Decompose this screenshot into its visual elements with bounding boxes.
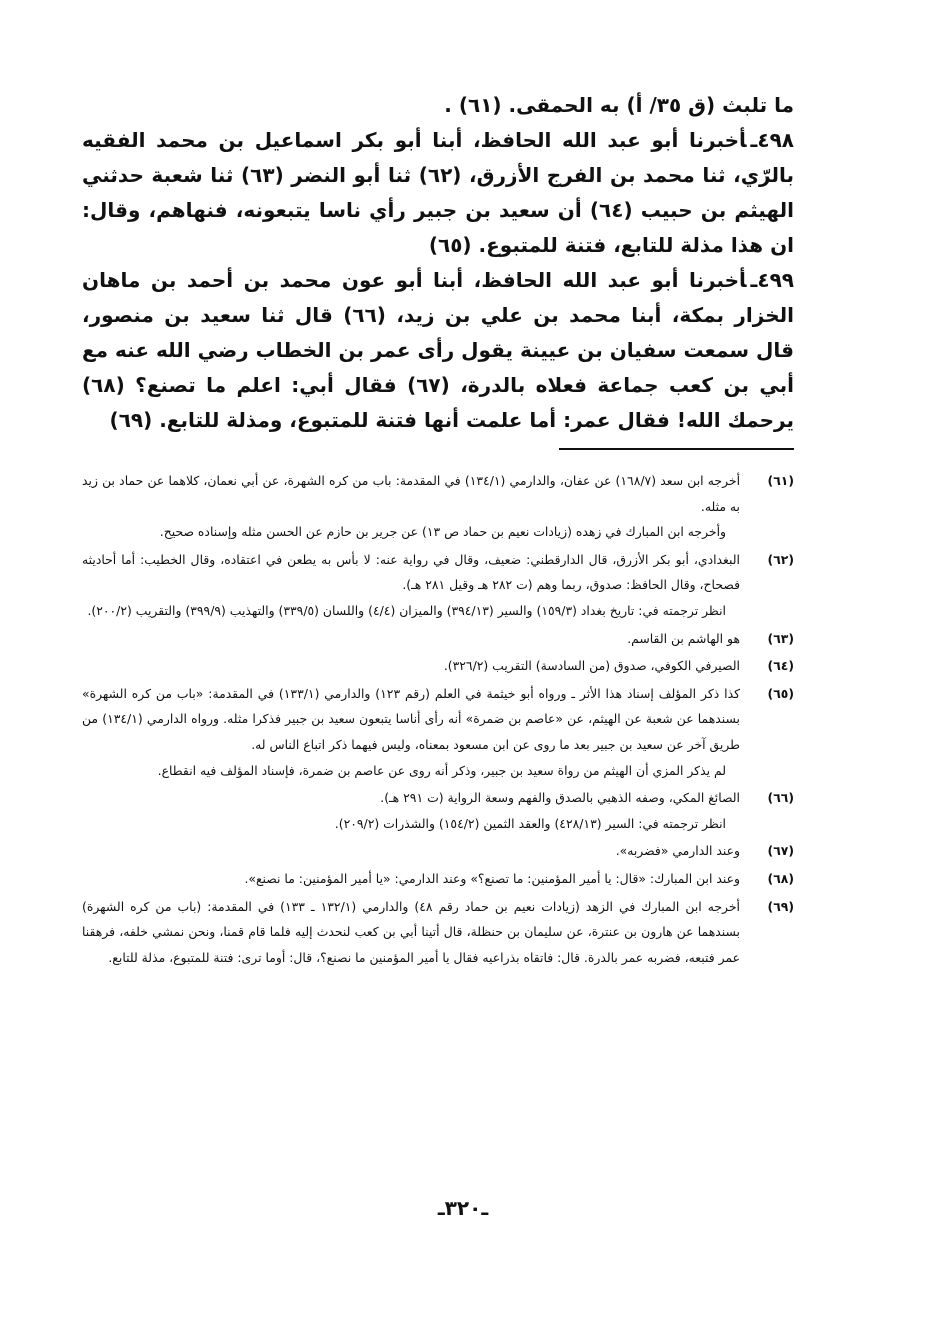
footnote-number: (٦٧)	[767, 843, 794, 859]
footnote-number: (٦٤)	[767, 658, 794, 674]
footnote-text: البغدادي، أبو بكر الأزرق، قال الدارقطني: ضعيف، وقال في رواية عنه: لا بأس به يطعن في اعتقاده، وقال الخطيب: أما أحاديثه فصحاح، وقال الحافظ: صدوق، ربما وهم (ت ٢٨٢ هـ وقيل ٢٨١ هـ).	[82, 551, 740, 593]
footnote-number: (٦٦)	[767, 790, 794, 806]
footnote-text: الصيرفي الكوفي، صدوق (من السادسة) التقريب (٣٢٦/٢).	[443, 658, 740, 674]
footnotes	[82, 468, 794, 970]
footnote-text: هو الهاشم بن القاسم.	[627, 630, 740, 646]
footnote-number: (٦٥)	[767, 685, 794, 701]
footnote-69	[82, 894, 794, 971]
footnote-text: أخرجه ابن سعد (١٦٨/٧) عن عفان، والدارمي (١٣٤/١) في المقدمة: باب من كره الشهرة، عن أبي نعمان، كلاهما عن حماد بن زيد به مثله.	[82, 473, 741, 514]
main-text	[82, 88, 794, 438]
narration-number: ٤٩٩ـ	[750, 268, 794, 292]
footnote-text: الصائغ المكي، وصفه الذهبي بالصدق والفهم وسعة الرواية (ت ٢٩١ هـ).	[380, 790, 740, 806]
footnote-number: (٦٨)	[767, 870, 794, 886]
footnote-text: لم يذكر المزي أن الهيثم من رواة سعيد بن جبير، وذكر أنه روى عن عاصم بن ضمرة، فإسناد المؤلف فيه انقطاع.	[157, 762, 726, 778]
page-number: ـ٣٢٠ـ	[437, 1196, 489, 1220]
footnote-text: أخرجه ابن المبارك في الزهد (زيادات نعيم بن حماد رقم ٤٨) والدارمي (١٣٢/١ ـ ١٣٣) في المقدمة: (باب من كره الشهرة) بسندهما عن هارون بن عنترة، عن سليمان بن حنظلة، قال أتينا أبي بن كعب لنحدث إليه فلما قام قمنا، ونحن نمشي خلفه، فرهقنا عمر فتبعه، فضربه عمر بالدرة. قال: فاتقاه بذراعيه فقال يا أمير المؤمنين ما نصنع؟، قال: أوما ترى: فتنة للمتبوع، مذلة للتابع.	[82, 898, 740, 965]
narration-499	[82, 263, 794, 438]
footnote-text: كذا ذكر المؤلف إسناد هذا الأثر ـ ورواه أبو خيثمة في العلم (رقم ١٢٣) والدارمي (١٣٣/١) في المقدمة: «باب من كره الشهرة» بسندهما عن شعبة عن الهيثم، عن «عاصم بن ضمرة» أنه رأى أناسا يتبعون سعيد بن جبير فذكرا مثله. ورواه الدارمي (١٣٤/١) من طريق آخر عن سعيد بن جبير بعد ما روى عن ابن مسعود بمعناه، وليس فيهما ذكر اتباع الناس له.	[82, 685, 741, 752]
footnote-number: (٦١)	[767, 473, 794, 488]
opening-line	[82, 88, 794, 123]
page-content	[82, 88, 794, 972]
footnote-text: انظر ترجمته في: السير (٤٢٨/١٣) والعقد الثمين (١٥٤/٢) والشذرات (٢٠٩/٢).	[334, 815, 726, 831]
narration-498	[82, 123, 794, 263]
footnote-66	[82, 785, 794, 836]
footnote-61	[82, 468, 794, 545]
footnote-63	[82, 626, 794, 652]
narration-text: أخبرنا أبو عبد الله الحافظ، أبنا أبو عون محمد بن أحمد بن ماهان الخزار بمكة، أبنا محمد بن علي بن زيد، (٦٦) قال ثنا سعيد بن منصور، قال سمعت سفيان بن عيينة يقول رأى عمر بن الخطاب رضي الله عنه مع أبي بن كعب جماعة فعلاه بالدرة، (٦٧) فقال أبي: اعلم ما تصنع؟ (٦٨) يرحمك الله! فقال عمر: أما علمت أنها فتنة للمتبوع، ومذلة للتابع. (٦٩)	[82, 268, 794, 432]
footnote-64	[82, 653, 794, 679]
footnote-text: وعند ابن المبارك: «قال: يا أمير المؤمنين: ما تصنع؟» وعند الدارمي: «يا أمير المؤمنين: ما نصنع».	[244, 870, 740, 886]
footnote-divider	[559, 448, 794, 450]
narration-number: ٤٩٨ـ	[750, 128, 794, 152]
footnote-text: وأخرجه ابن المبارك في زهده (زيادات نعيم بن حماد ص ١٣) عن جرير بن حازم عن الحسن مثله وإسناده صحيح.	[159, 524, 726, 540]
footnote-text: وعند الدارمي «فضربه».	[615, 843, 740, 859]
footnote-68	[82, 866, 794, 892]
footnote-67	[82, 838, 794, 864]
footnote-65	[82, 681, 794, 783]
footnote-number: (٦٩)	[767, 898, 794, 914]
footnote-62	[82, 547, 794, 624]
opening-line-text: ما تلبث (ق ٣٥/ أ) به الحمقى. (٦١) .	[444, 93, 794, 117]
footnote-number: (٦٢)	[767, 551, 794, 567]
footnote-number: (٦٣)	[767, 630, 794, 646]
footnote-text: انظر ترجمته في: تاريخ بغداد (١٥٩/٣) والسير (٣٩٤/١٣) والميزان (٤/٤) واللسان (٣٣٩/٥) والتهذيب (٣٩٩/٩) والتقريب (٢٠٠/٢).	[87, 602, 726, 618]
narration-text: أخبرنا أبو عبد الله الحافظ، أبنا أبو بكر اسماعيل بن محمد الفقيه بالرّي، ثنا محمد بن الفرج الأزرق، (٦٢) ثنا أبو النضر (٦٣) ثنا شعبة حدثني الهيثم بن حبيب (٦٤) أن سعيد بن جبير رأي ناسا يتبعونه، فنهاهم، وقال: ان هذا مذلة للتابع، فتنة للمتبوع. (٦٥)	[82, 128, 795, 257]
